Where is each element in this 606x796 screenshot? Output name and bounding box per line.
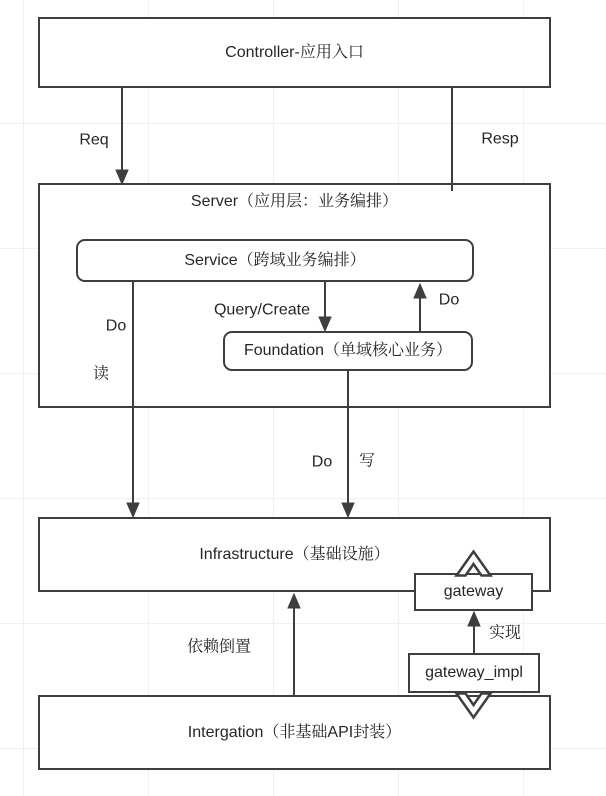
edge-req[interactable] (116, 88, 128, 184)
server-label: Server（应用层：业务编排） (190, 193, 399, 210)
node-foundation[interactable] (223, 331, 473, 371)
arrowhead-up-icon (288, 594, 300, 608)
edge-implements[interactable] (468, 612, 480, 653)
edge-label-read[interactable]: 读 (92, 365, 110, 383)
foundation-label: Foundation（单域核心业务） (243, 342, 453, 359)
node-gateway-impl[interactable] (408, 653, 540, 693)
intergation-label: Intergation（非基础API封装） (187, 723, 402, 741)
arrowhead-down-icon (342, 503, 354, 517)
node-gateway[interactable] (414, 573, 533, 611)
edge-label-do-read[interactable]: Do (105, 317, 127, 335)
gateway-label: gateway (443, 583, 504, 600)
service-label: Service（跨域业务编排） (184, 251, 366, 269)
arrowhead-down-icon (116, 170, 128, 184)
infrastructure-label: Infrastructure（基础设施） (199, 545, 390, 563)
edge-label-implements[interactable]: 实现 (488, 624, 522, 642)
arrowhead-down-icon (127, 503, 139, 517)
edge-label-do-write[interactable]: Do (311, 453, 333, 471)
edge-label-query-create[interactable]: Query/Create (213, 301, 311, 319)
gateway-impl-label: gateway_impl (425, 664, 523, 681)
edge-label-dependency-inversion[interactable]: 依赖倒置 (186, 638, 252, 656)
controller-label: Controller-应用入口 (225, 43, 364, 61)
edge-dependency-inversion[interactable] (288, 594, 300, 695)
node-controller[interactable] (38, 17, 551, 88)
edge-label-write[interactable]: 写 (358, 452, 376, 470)
edge-label-resp[interactable]: Resp (481, 130, 519, 148)
arrowhead-up-icon (468, 612, 480, 626)
node-service[interactable] (76, 239, 474, 282)
node-intergation[interactable] (38, 695, 551, 770)
edge-label-do-up[interactable]: Do (438, 291, 460, 309)
node-server[interactable] (38, 183, 551, 408)
edge-label-req[interactable]: Req (79, 131, 109, 149)
